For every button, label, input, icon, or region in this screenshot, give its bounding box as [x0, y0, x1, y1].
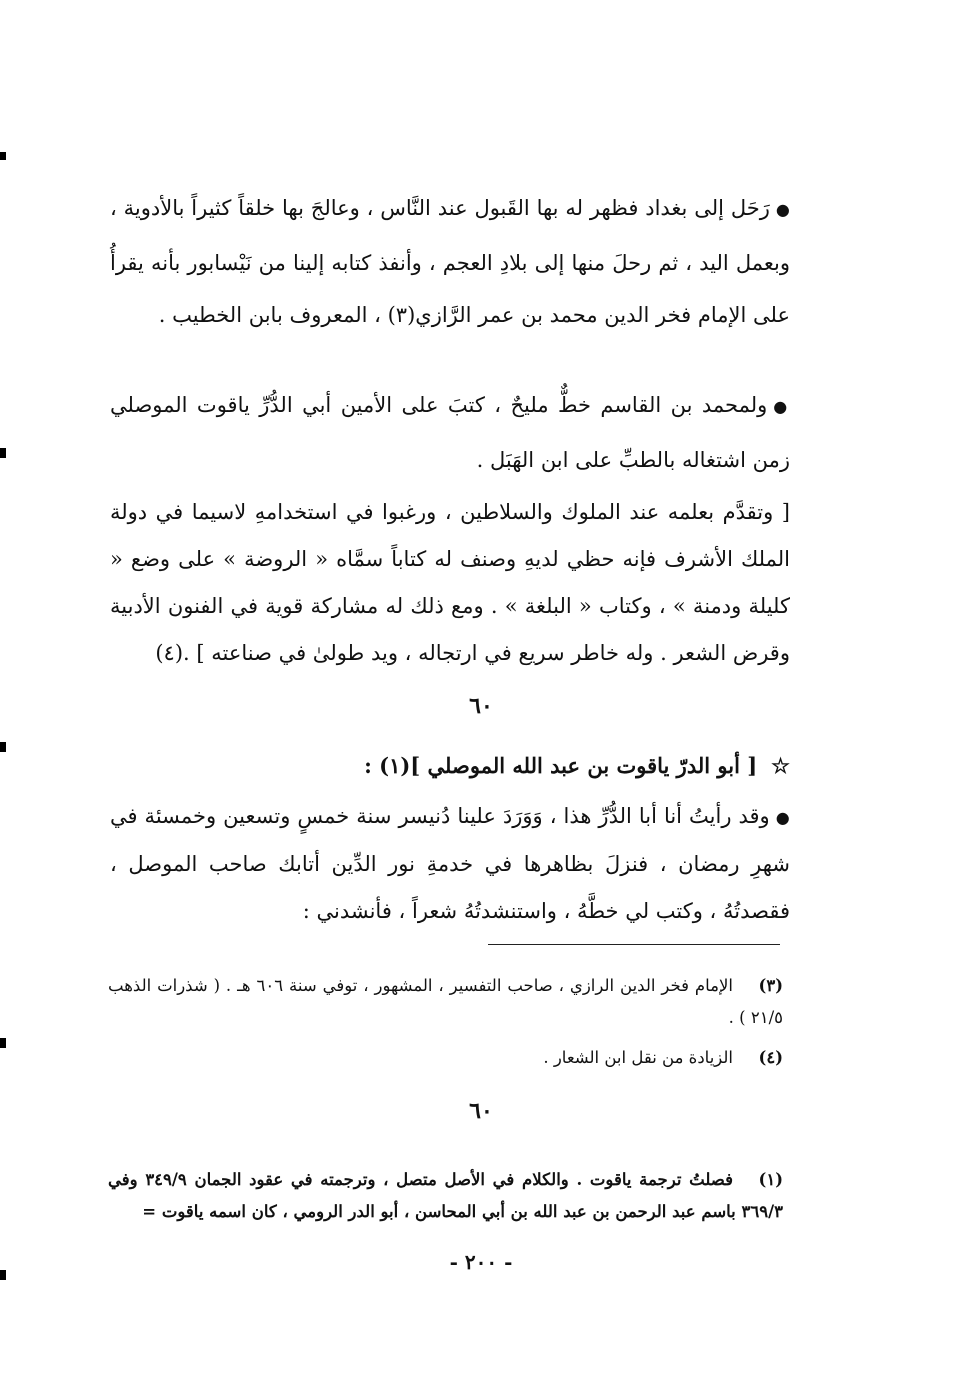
paragraph-3-text: [ وتقدَّم بعلمه عند الملوك والسلاطين ، ورغبوا في استخدامهِ لاسيما في دولة الملك الأشرف فإنه حظي لديهِ وصنف له كتاباً سمَّاه « الروضة » على وضع « كليلة ودمنة » ، وكتاب « البلغة » . ومع ذلك له مشاركة قوية في الفنون الأدبية وقرض الشعر . وله خاطر سريع في ارتجاله ، ويد طولىٰ في صناعته ] .(٤): [110, 500, 790, 665]
paragraph-1-text: رَحَل إلى بغداد فظهر له بها القَبول عند النَّاس ، وعالجَ بها خلقاً كثيراً بالأدوية ، وبعمل اليد ، ثم رحلَ منها إلى بلادِ العجم ، وأنفذ كتابه إلينا من نَيْسابور بأنه يقرأُ على الإمام فخر الدين محمد بن عمر الرَّازي(٣) ، المعروف بابن الخطيب .: [110, 196, 790, 327]
paragraph-3: [110, 489, 790, 677]
entry-number-1: ٦٠: [469, 693, 493, 719]
entry-heading-text: [ أبو الدرّ ياقوت بن عبد الله الموصلي ](١) :: [364, 753, 758, 778]
footnote-4: [108, 1042, 783, 1074]
bullet-icon: ●: [773, 397, 790, 416]
paragraph-2: [110, 379, 790, 486]
scan-edge-mark: [0, 1038, 6, 1048]
footnote-4-mark: (٤): [758, 1048, 783, 1067]
scan-edge-mark: [0, 448, 6, 458]
footnote-4-text: الزيادة من نقل ابن الشعار .: [543, 1048, 733, 1067]
bullet-icon: ●: [775, 808, 791, 827]
scan-edge-mark: [0, 152, 6, 160]
bullet-icon: ●: [775, 200, 790, 219]
footnote-1-mark: (١): [758, 1170, 783, 1189]
footnote-3-mark: (٣): [758, 976, 783, 995]
footnote-3-text: الإمام فخر الدين الرازي ، صاحب التفسير ، المشهور ، توفي سنة ٦٠٦ هـ . ( شذرات الذهب ٢١/٥ ) .: [108, 976, 783, 1027]
page-number: - ٢٠٠ -: [449, 1250, 513, 1274]
paragraph-2-text: ولمحمد بن القاسم خطٌّ مليحٌ ، كتبَ على الأمين أبي الدُّرِّ ياقوت الموصلي زمن اشتغاله بالطبِّ على ابن الهَبَل .: [110, 393, 790, 472]
scan-edge-mark: [0, 1270, 6, 1280]
footnote-3: [108, 970, 783, 1034]
footnote-1: [108, 1164, 783, 1228]
footnote-1-text: فصلتُ ترجمة ياقوت . والكلام في الأصل متصل ، وترجمته في عقود الجمان ٣٤٩/٩ وفي ٣٦٩/٣ باسم عبد الرحمن بن عبد الله بن أبي المحاسن ، أبو الدر الرومي ، كان اسمه ياقوت =: [108, 1170, 783, 1221]
paragraph-4-text: وقد رأيتُ أنا أبا الدُّرِّ هذا ، وَوَرَدَ علينا دُنيسر سنة خمسٍ وتسعين وخمسئة في شهرِ رمضان ، فنزلَ بظاهرها في خدمةِ نور الدِّين أتابك صاحب الموصل ، فقصدتُهُ ، وكتب لي خطَّهُ ، واستنشدتُهُ شعراً ، فأنشدني :: [110, 804, 790, 923]
entry-heading: [300, 746, 790, 786]
scan-edge-mark: [0, 742, 6, 752]
paragraph-1: [110, 182, 790, 342]
entry-number-2: ٦٠: [469, 1098, 493, 1124]
paragraph-4: [110, 793, 790, 935]
star-icon: ☆: [771, 753, 790, 778]
footnote-divider: [488, 944, 780, 945]
